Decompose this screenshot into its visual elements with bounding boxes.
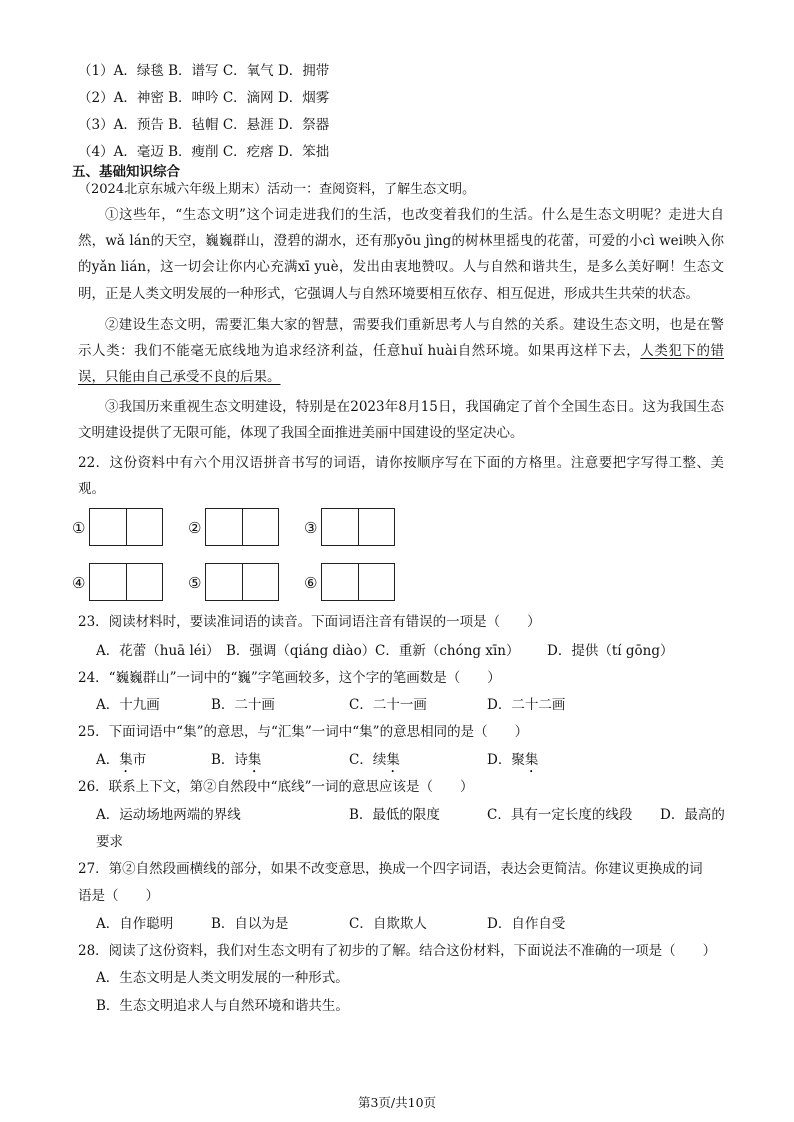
q27-option-b[interactable]: B．自以为是 bbox=[211, 916, 289, 932]
q25-option-d-word: 集 bbox=[524, 752, 539, 768]
q25-option-b-prefix: B．诗 bbox=[211, 752, 248, 768]
q25-option-a-suffix: 市 bbox=[132, 752, 147, 768]
q25-option-d-prefix: D．聚 bbox=[487, 752, 525, 768]
answer-box-5[interactable] bbox=[205, 563, 279, 601]
q26-stem: 26．联系上下文，第②自然段中“底线”一词的意思应该是（ ） bbox=[78, 779, 474, 795]
q24-option-c[interactable]: C．二十一画 bbox=[349, 697, 427, 713]
passage-paragraph-2 bbox=[78, 312, 724, 391]
q22-stem: 22．这份资料中有六个用汉语拼音书写的词语，请你按顺序写在下面的方格里。注意要把字写得工整、美观。 bbox=[78, 455, 724, 498]
q26-option-c[interactable]: C．具有一定长度的线段 bbox=[487, 807, 633, 823]
q23-option-a[interactable]: A．花蕾（huā léi） bbox=[96, 643, 220, 659]
q25-option-a-word: 集 bbox=[119, 752, 133, 768]
grid-label-5: ⑤ bbox=[188, 574, 202, 592]
q25-option-b-word: 集 bbox=[247, 752, 262, 768]
q26-option-d[interactable]: D．最高的 bbox=[660, 807, 725, 823]
q27-option-c[interactable]: C．自欺欺人 bbox=[349, 916, 427, 932]
top-option-4: （4）A．毫迈 B．瘦削 C．疙瘩 D．笨拙 bbox=[78, 144, 330, 160]
q27-option-a[interactable]: A．自作聪明 bbox=[96, 916, 174, 932]
top-option-1: （1）A．绿毯 B．谱写 C．氧气 D．拥带 bbox=[78, 63, 330, 79]
q25-stem: 25．下面词语中“集”的意思，与“汇集”一词中“集”的意思相同的是（ ） bbox=[78, 724, 529, 740]
q25-option-d[interactable] bbox=[487, 750, 538, 776]
grid-label-3: ③ bbox=[304, 519, 318, 537]
q25-option-b[interactable] bbox=[211, 750, 261, 776]
q25-option-a[interactable] bbox=[96, 750, 146, 776]
q25-option-c-word: 集 bbox=[386, 752, 400, 768]
q24-stem: 24．“巍巍群山”一词中的“巍”字笔画较多，这个字的笔画数是（ ） bbox=[78, 670, 501, 686]
q23-stem: 23．阅读材料时，要读准词语的读音。下面词语注音有错误的一项是（ ） bbox=[78, 614, 541, 630]
answer-box-4[interactable] bbox=[89, 563, 163, 601]
q23-option-d[interactable]: D．提供（tí gōng） bbox=[547, 643, 674, 659]
top-option-2: （2）A．神密 B．呻吟 C．滴网 D．烟雾 bbox=[78, 90, 330, 106]
q25-option-c[interactable] bbox=[349, 750, 400, 776]
q26-option-b[interactable]: B．最低的限度 bbox=[349, 807, 440, 823]
answer-box-6[interactable] bbox=[321, 563, 395, 601]
top-option-3: （3）A．预告 B．毡帽 C．悬涯 D．祭器 bbox=[78, 117, 330, 133]
q25-option-a-prefix: A． bbox=[96, 752, 120, 768]
q27-stem-line-2: 语是（ ） bbox=[78, 888, 159, 904]
answer-box-3[interactable] bbox=[321, 508, 395, 546]
page-footer: 第3页/共10页 bbox=[357, 1095, 437, 1110]
section-title: 五、基础知识综合 bbox=[72, 164, 180, 180]
grid-label-2: ② bbox=[188, 519, 202, 537]
grid-label-1: ① bbox=[72, 519, 86, 537]
q28-option-a[interactable]: A．生态文明是人类文明发展的一种形式。 bbox=[96, 970, 349, 986]
q24-option-d[interactable]: D．二十二画 bbox=[487, 697, 566, 713]
q28-option-b[interactable]: B．生态文明追求人与自然环境和谐共生。 bbox=[96, 998, 349, 1014]
passage-paragraph-3: ③我国历来重视生态文明建设，特别是在2023年8月15日，我国确定了首个全国生态日。这为我国生态文明建设提供了无限可能，体现了我国全面推进美丽中国建设的坚定决心。 bbox=[78, 399, 724, 442]
q23-option-b[interactable]: B．强调（qiáng diào） bbox=[226, 643, 376, 659]
answer-box-1[interactable] bbox=[89, 508, 163, 546]
answer-box-2[interactable] bbox=[205, 508, 279, 546]
passage-paragraph-1: ①这些年，“生态文明”这个词走进我们的生活，也改变着我们的生活。什么是生态文明呢？走进大自然，wǎ lán的天空，巍巍群山，澄碧的湖水，还有那yōu jìng的树林里摇曳的花蕾，可爱的小cì wei映入你的yǎn lián，这一切会让你内心充满xī yuè，发出由衷地赞叹。人与自然和谐共生，是多么美好啊！生态文明，正是人类文明发展的一种形式，它强调人与自然环境要相互依存、相互促进，形成共生共荣的状态。 bbox=[78, 207, 724, 302]
q24-option-b[interactable]: B．二十画 bbox=[211, 697, 275, 713]
q26-option-a[interactable]: A．运动场地两端的界线 bbox=[96, 807, 241, 823]
q25-option-c-prefix: C．续 bbox=[349, 752, 387, 768]
underlined-sentence: 人类犯下的错误，只能由自己承受不良的后果。 bbox=[78, 343, 724, 386]
q24-option-a[interactable]: A．十九画 bbox=[96, 697, 160, 713]
q28-stem: 28．阅读了这份资料，我们对生态文明有了初步的了解。结合这份材料，下面说法不准确的一项是（ ） bbox=[78, 943, 717, 959]
q27-option-d[interactable]: D．自作自受 bbox=[487, 916, 566, 932]
grid-label-6: ⑥ bbox=[304, 574, 318, 592]
q23-option-c[interactable]: C．重新（chóng xīn） bbox=[375, 643, 520, 659]
q27-stem-line-1: 27．第②自然段画横线的部分，如果不改变意思，换成一个四字词语，表达会更简洁。你建议更换成的词 bbox=[78, 861, 703, 877]
source-line: （2024北京东城六年级上期末）活动一：查阅资料，了解生态文明。 bbox=[78, 182, 476, 197]
q26-option-d-wrap: 要求 bbox=[96, 834, 123, 850]
grid-label-4: ④ bbox=[72, 574, 86, 592]
passage-paragraph-2-text: ②建设生态文明，需要汇集大家的智慧，需要我们重新思考人与自然的关系。建设生态文明，也是在警示人类：我们不能毫无底线地为追求经济利益，任意huǐ huài自然环境。如果再这样下去， bbox=[78, 317, 724, 360]
